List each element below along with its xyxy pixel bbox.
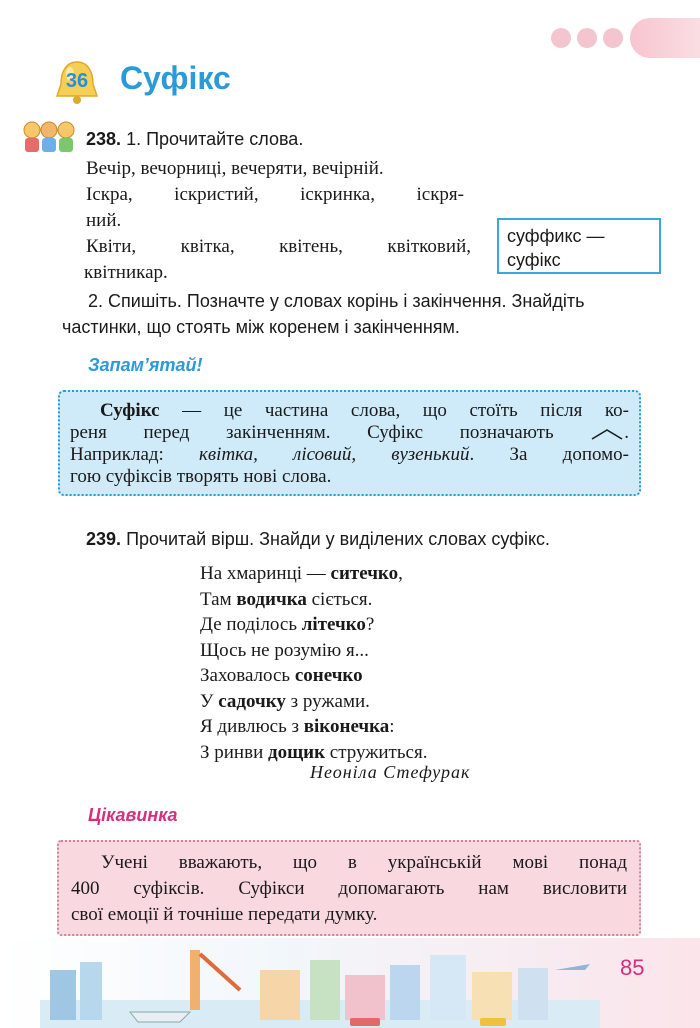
rule-fragment: . За допомо- [469,444,629,465]
rule-line [70,422,629,444]
poem-author: Неоніла Стефурак [310,762,471,782]
exercise-number: 238. [86,129,122,149]
exercise-number: 239. [86,529,122,549]
lesson-number: 36 [65,70,89,92]
poem-line [200,638,427,664]
rule-fragment: — це частина слова, що стоїть після ко- [159,400,629,421]
poem-text: сіється. [306,588,373,610]
poem-line [200,689,427,715]
highlighted-word: сонечко [294,665,363,686]
task-2: 2. Спишіть. Позначте у словах корінь і закінчення. Знайдіть частинки, що стоять між коренем і закінченням. [62,291,585,337]
word-line: Іскра, іскристий, іскринка, іскря- [86,184,464,205]
task: Прочитай вірш. Знайди у виділених словах суфікс. [126,529,551,549]
exercise-238-header [86,129,303,150]
rule-line: гою суфіксів творять нові слова. [70,466,332,487]
poem-line [200,612,427,638]
rule-examples: квітка, лісовий, вузенький [199,444,470,465]
poem-line [200,714,427,740]
highlighted-word: ситечко [330,563,399,584]
poem-text: ? [365,614,375,635]
remember-heading: Запам’ятай! [88,355,203,375]
highlighted-word: літечко [301,614,366,635]
rule-box [58,390,641,496]
poem-text: стружиться. [325,741,428,763]
rule-line [70,444,629,466]
poem-text: У [200,690,219,712]
fact-line: 400 суфіксів. Суфікси допомагають нам висловити [71,878,627,899]
word-line: квітникар. [84,262,168,283]
poem-text: , [398,563,403,584]
exercise-239-header [86,529,550,550]
rule-fragment: Наприклад: [70,444,200,465]
poem-line [200,663,427,689]
word-line: Вечір, вечорниці, вечеряти, вечірній. [86,158,384,179]
poem [200,561,427,765]
translation-note [497,218,661,274]
fact-box [57,840,641,936]
task-1: 1. Прочитайте слова. [126,129,304,149]
page-number: 85 [620,955,645,980]
rule-fragment: реня перед закінченням. Суфікс позначають [70,422,554,443]
kids-group-icon [20,120,78,154]
word-line: ний. [86,210,122,231]
fact-line: свої емоції й точніше передати думку. [71,904,378,925]
decor-dot [577,28,597,48]
poem-text: : [389,716,395,737]
poem-text: Я дивлюсь з [200,716,304,737]
poem-text: На хмаринці — [200,563,331,584]
poem-text: Там [200,588,237,610]
rule-term: Суфікс [100,400,160,421]
word-line: Квіти, квітка, квітень, квітковий, [86,236,471,257]
poem-text: Заховалось [200,665,295,686]
fact-line: Учені вважають, що в українській мові понад [101,852,627,873]
city-illustration [40,940,600,1028]
highlighted-word: водичка [236,588,307,610]
decor-dot [551,28,571,48]
decor-dot [603,28,623,48]
rule-text [70,400,629,488]
poem-text: З ринви [200,741,268,763]
curious-heading: Цікавинка [88,805,178,825]
rule-fragment: . [624,422,630,443]
note-line: суффикс — [507,226,605,246]
note-line: суфікс [507,250,561,270]
decor-pill [630,18,700,58]
highlighted-word: дощик [268,741,326,763]
page-title: Суфікс [120,60,231,96]
poem-text: Щось не розумію я... [200,639,369,661]
poem-line [200,587,427,613]
suffix-mark-icon [590,428,624,440]
fact-text [71,850,627,928]
rule-line [70,400,629,422]
highlighted-word: садочку [218,690,286,712]
poem-text: з ружами. [285,690,370,712]
word-list [86,156,486,286]
poem-text: Де поділось [200,614,302,635]
highlighted-word: віконечка [303,716,390,737]
poem-line [200,561,427,587]
